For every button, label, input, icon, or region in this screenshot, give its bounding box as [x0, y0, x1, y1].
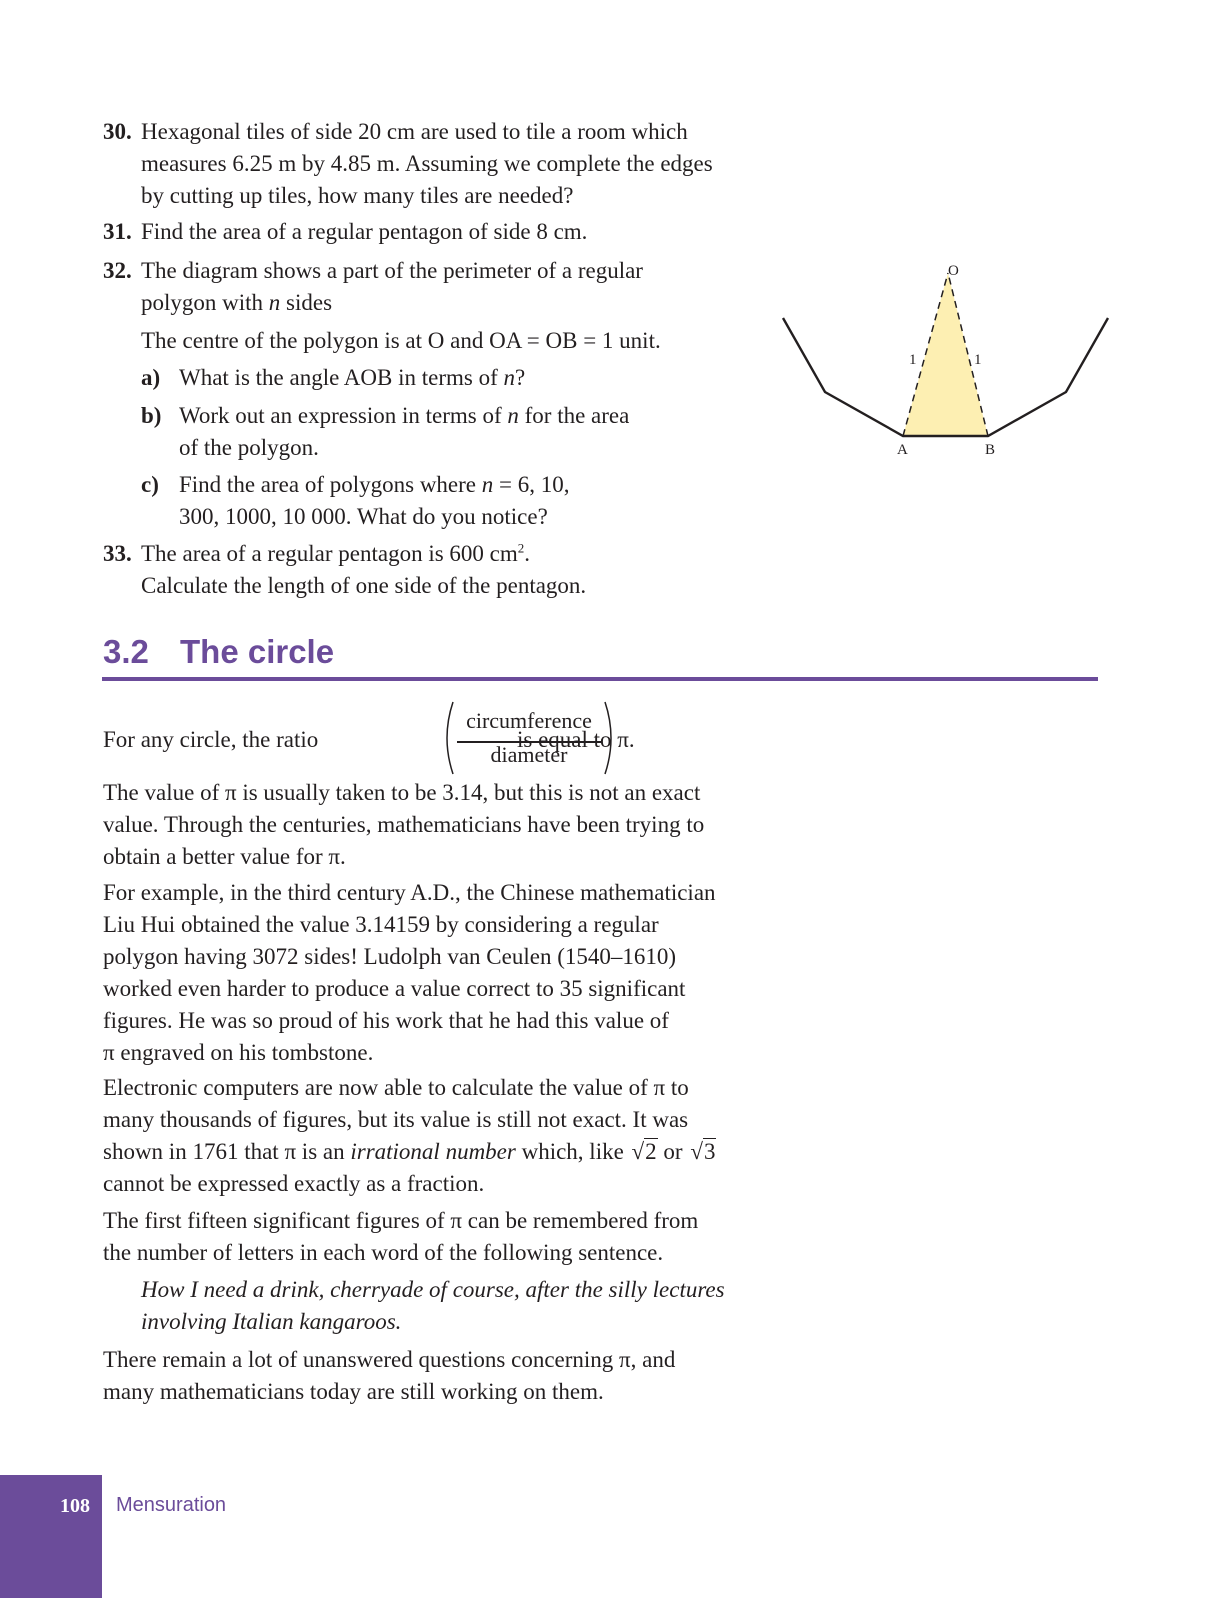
part-letter: b) — [141, 403, 162, 428]
paragraph-line: Electronic computers are now able to calculate the value of π to — [103, 1075, 689, 1100]
paragraph-computers — [103, 1072, 763, 1200]
paragraph-line: obtain a better value for π. — [103, 844, 346, 869]
section-title: The circle — [180, 633, 335, 670]
quote-line: How I need a drink, cherryade of course, after the silly lectures — [141, 1277, 725, 1302]
section-number: 3.2 — [103, 633, 149, 670]
paragraph-mnemonic — [103, 1205, 763, 1269]
label-b: B — [985, 442, 996, 458]
fraction-denominator: diameter — [490, 742, 568, 767]
ratio-text-after: is equal to π. — [517, 727, 635, 752]
paragraph-text: which, like — [515, 1139, 630, 1164]
paragraph-line: For example, in the third century A.D., the Chinese mathematician — [103, 880, 716, 905]
question-number: 33. — [103, 541, 132, 566]
paragraph-line: The value of π is usually taken to be 3.14, but this is not an exact — [103, 780, 701, 805]
label-o: O — [948, 263, 959, 279]
radicand: 2 — [645, 1139, 657, 1164]
paragraph-line: the number of letters in each word of the following sentence. — [103, 1240, 664, 1265]
paragraph-line: The first fifteen significant figures of π can be remembered from — [103, 1208, 699, 1233]
paragraph-line: many mathematicians today are still working on them. — [103, 1379, 604, 1404]
sqrt-three: √3 — [690, 1139, 716, 1164]
label-a: A — [897, 442, 908, 458]
paragraph-line: There remain a lot of unanswered questions concerning π, and — [103, 1347, 676, 1372]
question-32-part-a — [141, 362, 525, 394]
question-32-part-c — [141, 469, 570, 533]
question-text: The area of a regular pentagon is 600 cm — [141, 541, 518, 566]
question-text-line: measures 6.25 m by 4.85 m. Assuming we complete the edges — [141, 151, 713, 176]
paragraph-line: Liu Hui obtained the value 3.14159 by considering a regular — [103, 912, 659, 937]
paragraph-history — [103, 877, 763, 1069]
radicand: 3 — [703, 1139, 716, 1164]
heading-rule — [102, 677, 1098, 681]
paragraph-unanswered — [103, 1344, 763, 1408]
question-number: 32. — [103, 258, 132, 283]
fraction-numerator: circumference — [466, 708, 592, 733]
question-32-part-b — [141, 400, 629, 464]
part-text-line: of the polygon. — [179, 435, 319, 460]
part-text-line: Work out an expression in terms of n for the area — [179, 403, 630, 428]
question-text-line: The diagram shows a part of the perimeter of a regular — [141, 258, 643, 283]
question-32 — [103, 255, 763, 357]
question-text-line: Hexagonal tiles of side 20 cm are used to tile a room which — [141, 119, 688, 144]
ratio-text-before: For any circle, the ratio — [103, 727, 319, 752]
question-number: 30. — [103, 119, 132, 144]
sqrt-two: √2 — [631, 1139, 657, 1164]
part-text-line: Find the area of polygons where n = 6, 10, — [179, 472, 570, 497]
part-letter: c) — [141, 472, 159, 497]
mnemonic-quote — [141, 1274, 801, 1338]
question-30 — [103, 116, 763, 212]
question-text-line: by cutting up tiles, how many tiles are needed? — [141, 183, 574, 208]
question-31 — [103, 216, 763, 248]
page-number: 108 — [60, 1495, 90, 1517]
question-number: 31. — [103, 219, 132, 244]
paragraph-text: or — [657, 1139, 689, 1164]
question-text-line: polygon with n sides — [141, 290, 333, 315]
superscript: 2 — [517, 540, 525, 556]
part-text-line: What is the angle AOB in terms of n? — [179, 365, 526, 390]
paragraph-line: π engraved on his tombstone. — [103, 1040, 374, 1065]
label-oa-length: 1 — [909, 352, 917, 368]
part-text-line: 300, 1000, 10 000. What do you notice? — [179, 504, 548, 529]
question-text: . — [524, 541, 531, 566]
question-33 — [103, 538, 763, 602]
paragraph-line: many thousands of figures, but its value is still not exact. It was — [103, 1107, 689, 1132]
chapter-name: Mensuration — [116, 1494, 227, 1516]
italic-term: irrational number — [350, 1139, 516, 1164]
question-text-line — [141, 538, 763, 570]
paragraph-line: polygon having 3072 sides! Ludolph van Ceulen (1540–1610) — [103, 944, 677, 969]
paragraph-line: worked even harder to produce a value correct to 35 significant — [103, 976, 686, 1001]
paragraph-pi-value — [103, 777, 763, 873]
part-letter: a) — [141, 365, 161, 390]
paragraph-text: shown in 1761 that π is an — [103, 1139, 351, 1164]
section-heading — [103, 633, 334, 671]
paragraph-line: figures. He was so proud of his work that he had this value of — [103, 1008, 669, 1033]
paragraph-line: value. Through the centuries, mathematicians have been trying to — [103, 812, 705, 837]
question-text-line: Find the area of a regular pentagon of side 8 cm. — [141, 219, 588, 244]
question-text-line: Calculate the length of one side of the pentagon. — [141, 573, 587, 598]
polygon-diagram — [770, 255, 1120, 465]
paragraph-line — [103, 1136, 763, 1168]
question-text-line: The centre of the polygon is at O and OA = OB = 1 unit. — [141, 328, 661, 353]
quote-line: involving Italian kangaroos. — [141, 1309, 402, 1334]
label-ob-length: 1 — [974, 352, 982, 368]
footer-tab — [0, 1475, 102, 1598]
paragraph-line: cannot be expressed exactly as a fraction. — [103, 1171, 485, 1196]
